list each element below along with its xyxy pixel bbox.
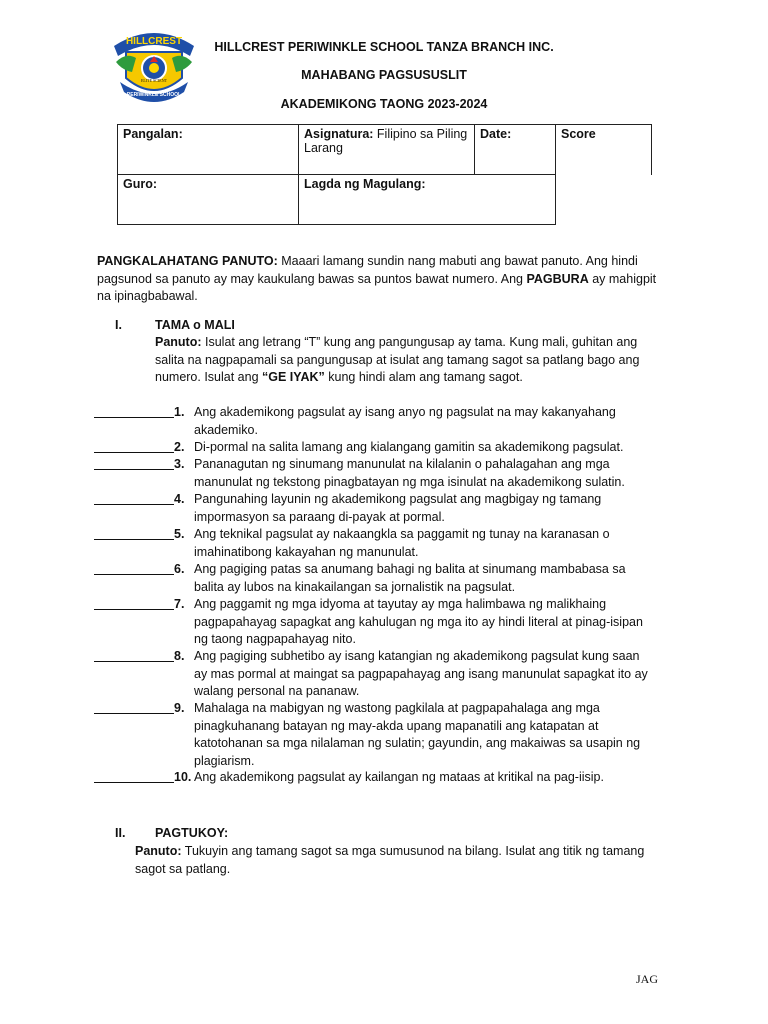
question-text: Ang akademikong pagsulat ay isang anyo ng pagsulat na may kakanyahang akademiko. xyxy=(194,405,616,437)
logo-bottom-text: PERIWINKLE SCHOOL xyxy=(126,92,182,98)
score-label: Score xyxy=(561,127,596,141)
question-number: 9. xyxy=(174,701,185,715)
question-text: Ang teknikal pagsulat ay nakaangkla sa paggamit ng tunay na karanasan o imahinatibong kakayahan ng manunulat. xyxy=(194,527,610,559)
section2-numeral: II. xyxy=(115,826,126,840)
answer-blank[interactable] xyxy=(94,574,174,575)
score-cell[interactable] xyxy=(556,125,652,175)
school-year: AKADEMIKONG TAONG 2023-2024 xyxy=(280,97,488,111)
section1-instructions xyxy=(155,334,655,387)
section2-panuto-label: Panuto: xyxy=(135,844,182,858)
question-number: 3. xyxy=(174,457,185,471)
section1-title: TAMA o MALI xyxy=(155,318,235,332)
logo-top-text: HILLCREST xyxy=(125,36,183,47)
subject-value: Filipino sa Piling Larang xyxy=(304,127,468,155)
question-number: 6. xyxy=(174,562,185,576)
answer-blank[interactable] xyxy=(94,452,174,453)
question-text: Pangunahing layunin ng akademikong pagsulat ang magbigay ng tamang impormasyon sa paraang di-payak at pormal. xyxy=(194,492,602,524)
answer-blank[interactable] xyxy=(94,782,174,783)
question-number: 8. xyxy=(174,649,185,663)
question-text: Mahalaga na mabigyan ng wastong pagkilala at pagpapahalaga ang mga pinagkuhanang batayan ng may-akda upang mapanatili ang katapatan at katotohanan sa mga nilalaman ng sulatin; gayundin, ang makaiwas sa usapin ng plagiarism. xyxy=(194,701,641,768)
answer-blank[interactable] xyxy=(94,469,174,470)
section1-panuto-bold: “GE IYAK” xyxy=(262,370,325,384)
teacher-label: Guro: xyxy=(123,177,158,191)
school-logo xyxy=(106,22,202,106)
answer-blank[interactable] xyxy=(94,417,174,418)
question-text: Ang pagiging patas sa anumang bahagi ng balita at sinumang mambabasa sa balita ay lubos na kinakailangan sa jornalistik na pagsulat. xyxy=(194,562,626,594)
answer-blank[interactable] xyxy=(94,609,174,610)
question-number: 7. xyxy=(174,597,185,611)
parent-signature-label: Lagda ng Magulang: xyxy=(304,177,426,191)
exam-title: MAHABANG PAGSUSUSLIT xyxy=(301,68,467,82)
section2-instructions xyxy=(135,843,655,878)
section1-panuto-text2: kung hindi alam ang tamang sagot. xyxy=(324,370,523,384)
answer-blank[interactable] xyxy=(94,661,174,662)
school-name: HILLCREST PERIWINKLE SCHOOL TANZA BRANCH INC. xyxy=(214,40,554,54)
name-label: Pangalan: xyxy=(123,127,183,141)
general-instructions-bold: PAGBURA xyxy=(526,271,589,286)
section1-panuto-label: Panuto: xyxy=(155,335,202,349)
general-instructions-text1: Maaari lamang sundin nang mabuti ang bawat panuto. Ang hindi pagsunod sa panuto ay may kaukulang bawas sa puntos bawat numero. Ang xyxy=(97,254,638,286)
question-text: Ang akademikong pagsulat ay kailangan ng mataas at kritikal na pag-iisip. xyxy=(194,770,604,784)
date-label: Date: xyxy=(480,127,512,141)
parent-signature-cell[interactable] xyxy=(299,175,556,225)
name-cell[interactable] xyxy=(118,125,299,175)
student-info-table xyxy=(117,124,652,225)
subject-cell xyxy=(299,125,475,175)
general-instructions xyxy=(97,253,657,306)
question-number: 4. xyxy=(174,492,185,506)
subject-label: Asignatura: xyxy=(304,127,374,141)
date-cell[interactable] xyxy=(475,125,556,175)
question-number: 5. xyxy=(174,527,185,541)
answer-blank[interactable] xyxy=(94,539,174,540)
section2-panuto-text: Tukuyin ang tamang sagot sa mga sumusunod na bilang. Isulat ang titik ng tamang sagot sa patlang. xyxy=(135,844,645,876)
question-text: Di-pormal na salita lamang ang kialangang gamitin sa akademikong pagsulat. xyxy=(194,440,624,454)
teacher-cell[interactable] xyxy=(118,175,299,225)
author-initials: JAG xyxy=(636,972,659,986)
question-text: Ang pagiging subhetibo ay isang katangian ng akademikong pagsulat kung saan ay mas pormal at maingat sa pagpapahayag ang isang manunulat sapagkat ito ay walang personal na pananaw. xyxy=(194,649,648,698)
question-number: 1. xyxy=(174,405,185,419)
answer-blank[interactable] xyxy=(94,713,174,714)
question-number: 10. xyxy=(174,770,192,784)
section2-title: PAGTUKOY: xyxy=(155,826,229,840)
general-instructions-label: PANGKALAHATANG PANUTO: xyxy=(97,254,278,268)
logo-motto: ELITE SCIENT xyxy=(140,78,168,83)
section1-panuto-text1: Isulat ang letrang “T” kung ang pangungusap ay tama. Kung mali, guhitan ang salita na nagpapamali sa pangungusap at isulat ang tamang sagot sa patlang bago ang numero. Isulat ang xyxy=(155,335,640,384)
question-number: 2. xyxy=(174,440,185,454)
question-text: Ang paggamit ng mga idyoma at tayutay ay mga halimbawa ng malikhaing pagpapahayag sapagkat ang kahulugan ng mga ito ay hindi literal at pinag-isipan ng taong nagpapahayag nito. xyxy=(194,597,643,646)
section1-numeral: I. xyxy=(115,318,122,332)
question-text: Pananagutan ng sinumang manunulat na kilalanin o pahalagahan ang mga manunulat ng tekstong pinagbatayan ng mga isinulat na akademikong sulatin. xyxy=(194,457,625,489)
general-instructions-text2: ay mahigpit na ipinagbabawal. xyxy=(97,271,657,303)
answer-blank[interactable] xyxy=(94,504,174,505)
